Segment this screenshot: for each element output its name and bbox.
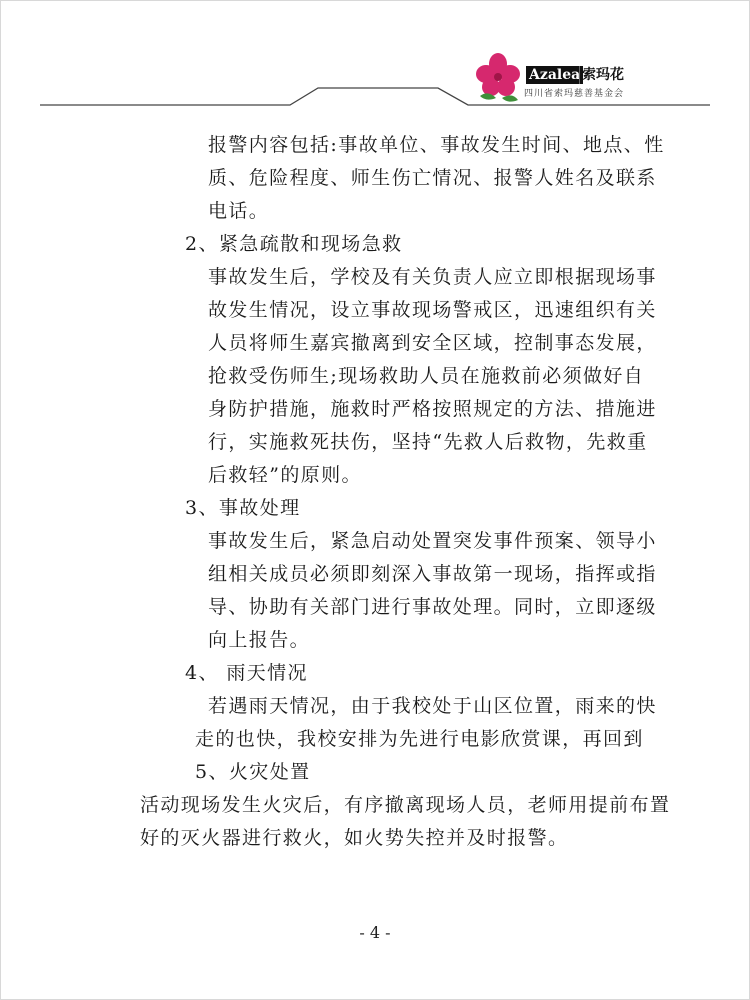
body-line: 若遇雨天情况，由于我校处于山区位置，雨来的快 [208, 695, 657, 717]
body-line: 事故发生后，学校及有关负责人应立即根据现场事 [208, 266, 657, 288]
body-line: 事故发生后，紧急启动处置突发事件预案、领导小 [208, 530, 657, 552]
section-heading: 2、紧急疏散和现场急救 [185, 233, 403, 255]
body-line: 质、危险程度、师生伤亡情况、报警人姓名及联系 [208, 167, 657, 189]
logo-org-name: 四川省索玛慈善基金会 [524, 89, 625, 99]
body-line: 导、协助有关部门进行事故处理。同时，立即逐级 [208, 596, 657, 618]
body-line: 报警内容包括:事故单位、事故发生时间、地点、性 [208, 134, 665, 156]
logo-brand-en: Azalea [526, 66, 583, 84]
section-heading: 5、火灾处置 [195, 761, 311, 783]
body-line: 人员将师生嘉宾撤离到安全区域，控制事态发展， [208, 332, 657, 354]
section-heading: 3、事故处理 [185, 497, 301, 519]
body-line: 组相关成员必须即刻深入事故第一现场，指挥或指 [208, 563, 657, 585]
foundation-logo [472, 50, 632, 108]
body-line: 好的灭火器进行救火，如火势失控并及时报警。 [140, 827, 569, 849]
body-line: 活动现场发生火灾后，有序撤离现场人员，老师用提前布置 [140, 794, 671, 816]
body-line: 向上报告。 [208, 629, 311, 651]
body-line: 抢救受伤师生;现场救助人员在施救前必须做好自 [208, 365, 645, 387]
body-line: 故发生情况，设立事故现场警戒区，迅速组织有关 [208, 299, 657, 321]
body-line: 后救轻”的原则。 [208, 464, 362, 486]
body-line: 电话。 [208, 200, 270, 222]
body-line: 身防护措施，施救时严格按照规定的方法、措施进 [208, 398, 657, 420]
header-rule [0, 0, 750, 120]
page-number: - 4 - [359, 923, 391, 942]
body-line: 走的也快，我校安排为先进行电影欣赏课，再回到 [195, 728, 644, 750]
azalea-flower-icon [472, 50, 528, 108]
body-line: 行，实施救死扶伤，坚持“先救人后救物，先救重 [208, 431, 648, 453]
section-heading: 4、 雨天情况 [185, 662, 308, 684]
logo-brand-cn: 索玛花 [579, 66, 624, 84]
